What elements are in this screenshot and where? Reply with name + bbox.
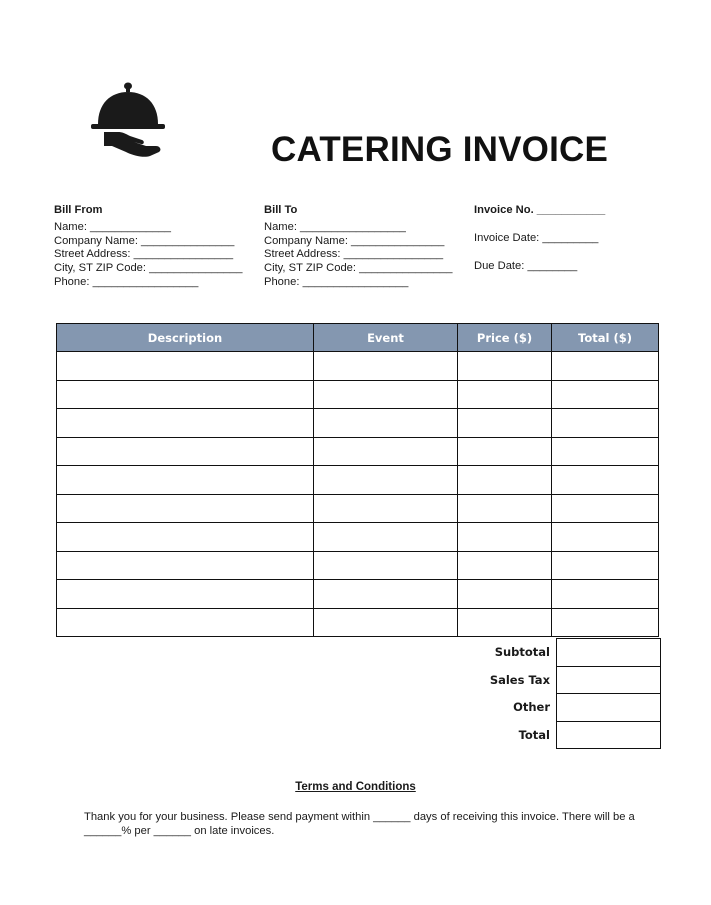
- price-cell[interactable]: [458, 523, 552, 552]
- bill-from-heading: Bill From: [54, 204, 103, 216]
- table-row: [57, 437, 659, 466]
- event-cell[interactable]: [314, 352, 458, 381]
- grand-total-cell[interactable]: [557, 721, 661, 749]
- invoice-info-section: [474, 204, 605, 273]
- total-cell[interactable]: [552, 608, 659, 637]
- other-label: Other: [513, 700, 550, 715]
- terms-body: Thank you for your business. Please send payment within ______ days of receiving this invoice. There will be a ______% per ______ on late invoices.: [84, 811, 635, 837]
- bill-from-company-field[interactable]: Company Name: _______________: [54, 234, 235, 247]
- other-row: [440, 694, 661, 722]
- price-cell[interactable]: [458, 437, 552, 466]
- total-cell[interactable]: [552, 523, 659, 552]
- bill-to-section: [264, 204, 452, 290]
- totals-table: [440, 638, 661, 749]
- total-cell[interactable]: [552, 580, 659, 609]
- description-cell[interactable]: [57, 352, 314, 381]
- event-cell[interactable]: [314, 380, 458, 409]
- total-row: [440, 721, 661, 749]
- table-row: [57, 466, 659, 495]
- table-row: [57, 494, 659, 523]
- bill-to-company-field[interactable]: Company Name: _______________: [264, 234, 445, 247]
- total-cell[interactable]: [552, 494, 659, 523]
- price-cell[interactable]: [458, 608, 552, 637]
- description-cell[interactable]: [57, 380, 314, 409]
- invoice-date-field[interactable]: Invoice Date: _________: [474, 231, 599, 244]
- event-cell[interactable]: [314, 466, 458, 495]
- description-cell[interactable]: [57, 409, 314, 438]
- total-cell[interactable]: [552, 380, 659, 409]
- header-description: Description: [57, 324, 314, 352]
- cloche-hand-icon: [90, 80, 166, 158]
- description-cell[interactable]: [57, 580, 314, 609]
- table-row: [57, 409, 659, 438]
- due-date-field[interactable]: Due Date: ________: [474, 259, 578, 272]
- sales-tax-label: Sales Tax: [489, 672, 550, 687]
- bill-from-section: [54, 204, 242, 290]
- table-row: [57, 523, 659, 552]
- items-table: [56, 323, 659, 637]
- table-row: [57, 608, 659, 637]
- price-cell[interactable]: [458, 494, 552, 523]
- header-event: Event: [314, 324, 458, 352]
- bill-from-city-field[interactable]: City, ST ZIP Code: _______________: [54, 262, 243, 275]
- event-cell[interactable]: [314, 523, 458, 552]
- total-cell[interactable]: [552, 551, 659, 580]
- bill-from-phone-field[interactable]: Phone: _________________: [54, 275, 199, 288]
- bill-to-street-field[interactable]: Street Address: ________________: [264, 248, 444, 261]
- description-cell[interactable]: [57, 608, 314, 637]
- event-cell[interactable]: [314, 580, 458, 609]
- table-row: [57, 580, 659, 609]
- bill-from-name-field[interactable]: Name: _____________: [54, 220, 171, 233]
- price-cell[interactable]: [458, 380, 552, 409]
- subtotal-cell[interactable]: [557, 639, 661, 667]
- header-total: Total ($): [552, 324, 659, 352]
- sales-tax-row: [440, 666, 661, 694]
- table-row: [57, 380, 659, 409]
- bill-to-phone-field[interactable]: Phone: _________________: [264, 275, 409, 288]
- subtotal-row: [440, 639, 661, 667]
- subtotal-label: Subtotal: [494, 645, 550, 660]
- description-cell[interactable]: [57, 437, 314, 466]
- total-cell[interactable]: [552, 352, 659, 381]
- invoice-title: CATERING INVOICE: [271, 130, 609, 169]
- total-cell[interactable]: [552, 409, 659, 438]
- description-cell[interactable]: [57, 523, 314, 552]
- terms-title: Terms and Conditions: [295, 781, 416, 793]
- event-cell[interactable]: [314, 437, 458, 466]
- event-cell[interactable]: [314, 551, 458, 580]
- table-row: [57, 551, 659, 580]
- description-cell[interactable]: [57, 466, 314, 495]
- bill-to-city-field[interactable]: City, ST ZIP Code: _______________: [264, 262, 453, 275]
- total-cell[interactable]: [552, 466, 659, 495]
- table-row: [57, 352, 659, 381]
- event-cell[interactable]: [314, 608, 458, 637]
- total-cell[interactable]: [552, 437, 659, 466]
- price-cell[interactable]: [458, 352, 552, 381]
- price-cell[interactable]: [458, 409, 552, 438]
- items-header-row: [57, 324, 659, 352]
- total-label: Total: [518, 727, 550, 742]
- description-cell[interactable]: [57, 551, 314, 580]
- event-cell[interactable]: [314, 409, 458, 438]
- price-cell[interactable]: [458, 580, 552, 609]
- description-cell[interactable]: [57, 494, 314, 523]
- event-cell[interactable]: [314, 494, 458, 523]
- bill-from-street-field[interactable]: Street Address: ________________: [54, 248, 234, 261]
- bill-to-name-field[interactable]: Name: _________________: [264, 220, 406, 233]
- bill-to-heading: Bill To: [264, 204, 298, 216]
- other-cell[interactable]: [557, 694, 661, 722]
- sales-tax-cell[interactable]: [557, 666, 661, 694]
- price-cell[interactable]: [458, 551, 552, 580]
- price-cell[interactable]: [458, 466, 552, 495]
- header-price: Price ($): [458, 324, 552, 352]
- invoice-number-field[interactable]: Invoice No. ___________: [474, 204, 606, 216]
